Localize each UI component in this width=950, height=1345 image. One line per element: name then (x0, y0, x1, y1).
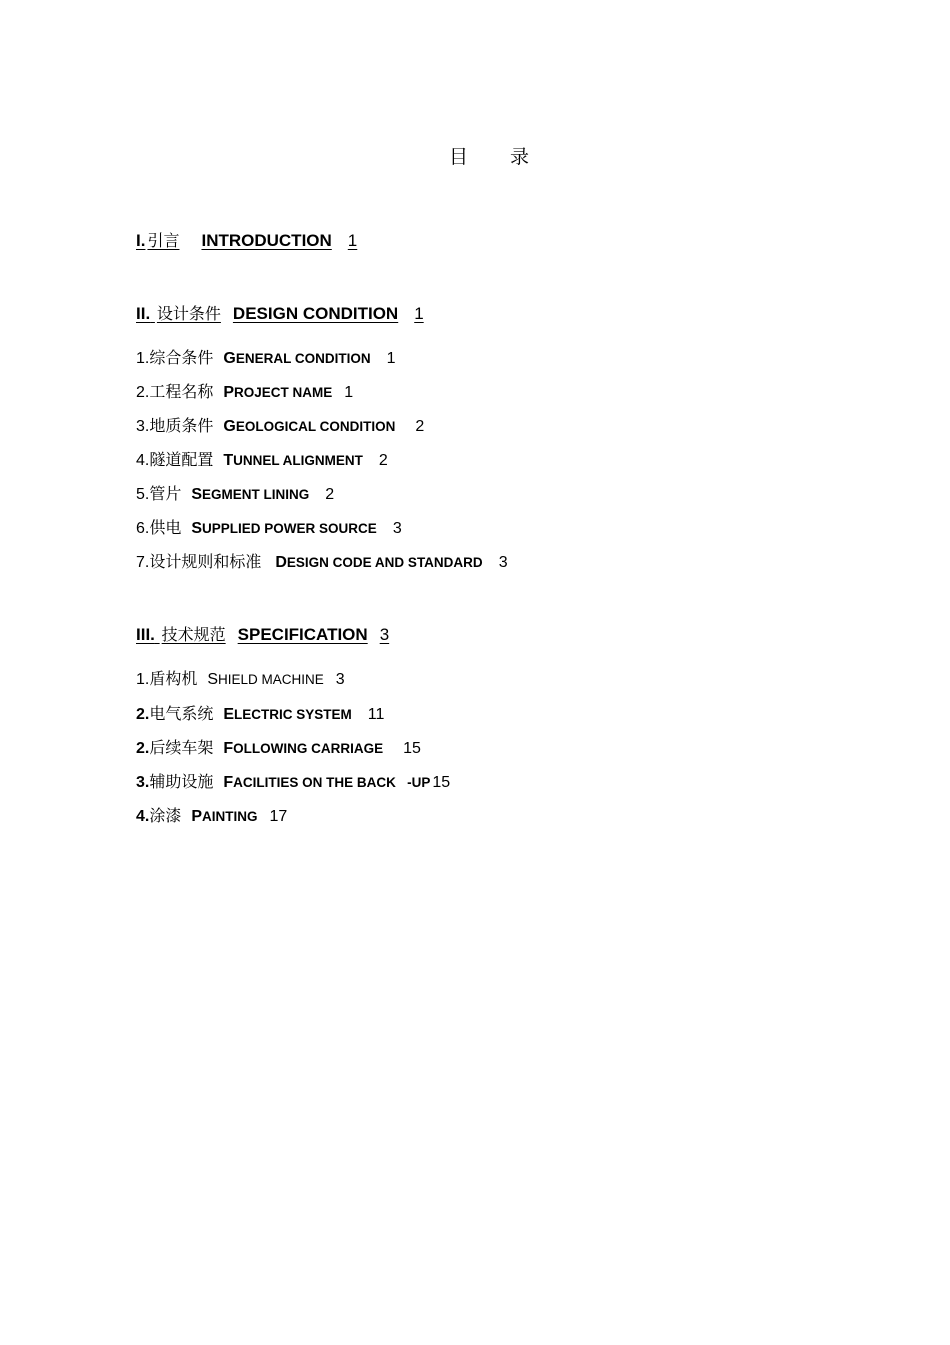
item-number: 2. (136, 740, 150, 757)
item-title-en: SEGMENT LINING (191, 486, 310, 503)
item-title-cn: 涂漆 (149, 806, 182, 825)
item-title-en: ELECTRIC SYSTEM (223, 706, 352, 723)
item-title-en: FACILITIES ON THE BACK -UP (223, 774, 431, 791)
item-page: 15 (432, 774, 451, 791)
item-page: 2 (325, 486, 335, 503)
item-page: 15 (403, 740, 421, 757)
section-title-cn: 技术规范 (161, 625, 226, 644)
toc-item[interactable] (136, 483, 334, 505)
item-page: 11 (367, 706, 385, 723)
section-title-en: DESIGN CONDITION (232, 304, 399, 323)
item-title-cn: 辅助设施 (149, 772, 214, 791)
section-page: 1 (414, 304, 424, 323)
item-number: 5. (136, 486, 150, 503)
item-title-en: GEOLOGICAL CONDITION (223, 418, 396, 435)
item-title-en: FOLLOWING CARRIAGE (223, 740, 384, 757)
toc-item[interactable] (136, 737, 421, 759)
item-number: 3. (136, 418, 150, 435)
item-title-en: DESIGN CODE AND STANDARD (275, 554, 483, 571)
item-number: 4. (136, 452, 150, 469)
toc-item[interactable] (136, 668, 345, 690)
item-page: 3 (335, 671, 345, 688)
item-number: 1. (136, 350, 150, 367)
section-title-en: INTRODUCTION (201, 231, 332, 250)
item-title-cn: 电气系统 (149, 704, 214, 723)
item-number: 3. (136, 774, 150, 791)
item-page: 3 (392, 520, 402, 537)
item-title-cn: 供电 (149, 518, 182, 537)
item-title-cn: 管片 (149, 484, 182, 503)
item-title-en: PROJECT NAME (223, 384, 333, 401)
item-title-cn: 工程名称 (149, 382, 214, 401)
item-number: 1. (136, 671, 150, 688)
item-page: 3 (498, 554, 508, 571)
item-title-en: TUNNEL ALIGNMENT (223, 452, 363, 469)
section-title-cn: 引言 (147, 231, 180, 250)
item-title-en: SUPPLIED POWER SOURCE (191, 520, 377, 537)
item-number: 2. (136, 384, 150, 401)
item-title-cn: 后续车架 (149, 738, 214, 757)
toc-title: 目 录 (448, 146, 548, 168)
item-title-cn: 盾构机 (149, 669, 198, 688)
toc-item[interactable] (136, 449, 388, 471)
item-number: 7. (136, 554, 150, 571)
toc-section-design-condition[interactable] (136, 303, 424, 325)
item-title-cn: 综合条件 (149, 348, 214, 367)
item-page: 2 (415, 418, 425, 435)
section-title-cn: 设计条件 (156, 304, 221, 323)
toc-item[interactable] (136, 415, 424, 437)
toc-item[interactable] (136, 347, 395, 369)
item-page: 1 (344, 384, 354, 401)
section-page: 3 (379, 625, 390, 644)
item-page: 1 (386, 350, 396, 367)
toc-section-introduction[interactable] (136, 230, 357, 252)
toc-section-specification[interactable] (136, 624, 389, 646)
section-number: I. (136, 231, 146, 250)
item-page: 17 (269, 808, 288, 825)
item-title-en: PAINTING (191, 808, 258, 825)
item-number: 4. (136, 808, 150, 825)
section-number: II. (136, 304, 151, 323)
item-title-cn: 隧道配置 (149, 450, 214, 469)
toc-item[interactable] (136, 771, 450, 793)
item-title-en: SHIELD MACHINE (207, 671, 324, 688)
toc-item[interactable] (136, 703, 384, 725)
item-title-cn: 设计规则和标准 (149, 552, 262, 571)
item-number: 2. (136, 706, 150, 723)
toc-item[interactable] (136, 381, 353, 403)
item-page: 2 (378, 452, 388, 469)
toc-item[interactable] (136, 517, 402, 539)
item-title-en: GENERAL CONDITION (223, 350, 371, 367)
item-title-cn: 地质条件 (149, 416, 214, 435)
item-number: 6. (136, 520, 150, 537)
toc-item[interactable] (136, 805, 287, 827)
section-page: 1 (347, 231, 358, 250)
section-title-en: SPECIFICATION (237, 625, 368, 644)
toc-item[interactable] (136, 551, 508, 573)
section-number: III. (136, 625, 155, 644)
